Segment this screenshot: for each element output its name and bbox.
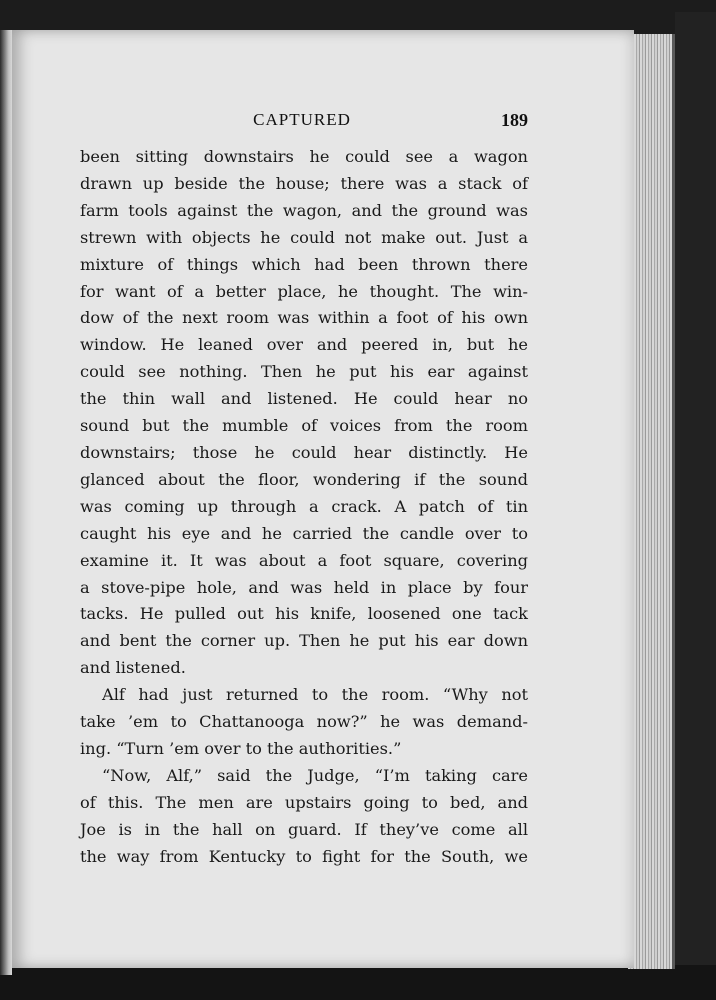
text-line: Joe is in the hall on guard. If they’ve come all (80, 819, 528, 839)
text-line: been sitting downstairs he could see a wagon (80, 147, 528, 166)
text-line: Alf had just returned to the room. “Why not (102, 685, 528, 705)
text-line: tacks. He pulled out his knife, loosened one tack (80, 604, 528, 624)
text-line: drawn up beside the house; there was a stack of (80, 173, 528, 193)
book-cover-right (675, 12, 716, 987)
text-line: the way from Kentucky to fight for the South, we (80, 846, 528, 866)
text-line: downstairs; those he could hear distinctly. He (80, 442, 528, 462)
text-line: window. He leaned over and peered in, but he (80, 335, 528, 355)
text-line: ing. “Turn ’em over to the authorities.” (80, 738, 402, 758)
text-line: strewn with objects he could not make out. Just a (80, 227, 528, 247)
page-edges (628, 34, 675, 969)
text-line: and bent the corner up. Then he put his ear down (80, 631, 528, 651)
text-line: a stove-pipe hole, and was held in place by four (80, 577, 528, 597)
text-line: could see nothing. Then he put his ear against (80, 362, 528, 382)
running-head: CAPTURED (253, 110, 351, 129)
text-line: caught his eye and he carried the candle over to (80, 523, 528, 543)
book-gutter (0, 30, 12, 975)
text-line: mixture of things which had been thrown there (80, 254, 528, 274)
text-line: the thin wall and listened. He could hear no (80, 389, 528, 409)
text-line: examine it. It was about a foot square, covering (80, 550, 528, 570)
page-number: 189 (501, 110, 528, 130)
text-line: dow of the next room was within a foot of his own (80, 308, 528, 328)
text-line: of this. The men are upstairs going to bed, and (80, 792, 528, 812)
text-line: glanced about the floor, wondering if the sound (80, 469, 528, 489)
text-line: “Now, Alf,” said the Judge, “I’m taking care (102, 765, 528, 785)
body-text (80, 144, 528, 870)
text-line: sound but the mumble of voices from the room (80, 416, 528, 436)
text-line: farm tools against the wagon, and the ground was (80, 200, 528, 220)
page-header (80, 110, 528, 134)
text-line: and listened. (80, 658, 186, 678)
text-line: was coming up through a crack. A patch of tin (80, 496, 528, 516)
book-cover-bottom (0, 965, 716, 1000)
text-line: for want of a better place, he thought. The win- (80, 281, 528, 301)
text-line: take ’em to Chattanooga now?” he was demand- (80, 712, 528, 732)
